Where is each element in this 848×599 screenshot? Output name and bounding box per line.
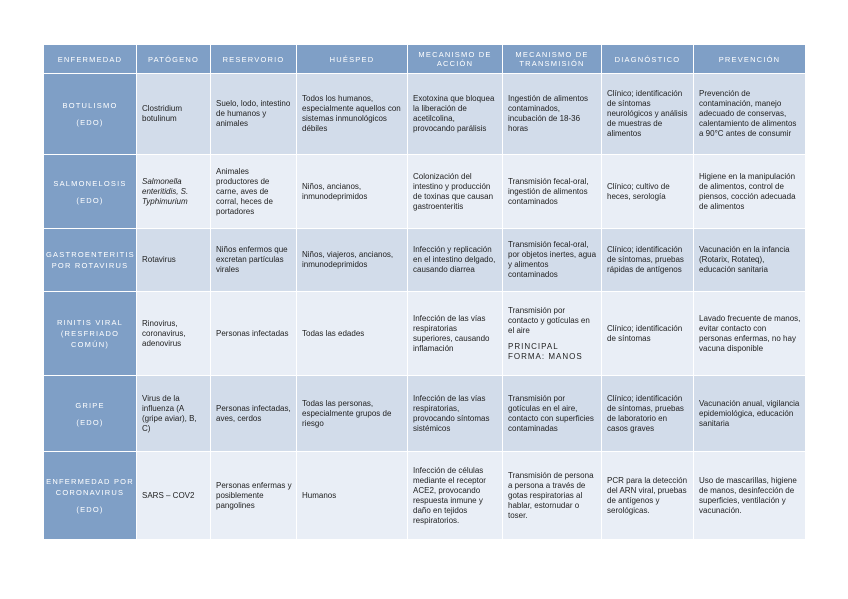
prevention-cell: Lavado frecuente de manos, evitar contacto con personas enfermas, no hay vacuna disponible bbox=[694, 292, 806, 376]
disease-name-cell bbox=[44, 452, 137, 540]
table-row-rotavirus bbox=[44, 229, 806, 292]
reservoir-cell: Animales productores de carne, aves de corral, heces de portadores bbox=[211, 155, 297, 229]
disease-name-cell bbox=[44, 229, 137, 292]
transmission-cell: Ingestión de alimentos contaminados, incubación de 18-36 horas bbox=[503, 74, 602, 155]
table-row-salmonelosis bbox=[44, 155, 806, 229]
disease-name-cell bbox=[44, 292, 137, 376]
host-cell: Niños, viajeros, ancianos, inmunodeprimidos bbox=[297, 229, 408, 292]
pathogen-cell: Rinovirus, coronavirus, adenovirus bbox=[137, 292, 211, 376]
prevention-cell: Prevención de contaminación, manejo adecuado de conservas, calentamiento de alimentos a 90°C antes de consumir bbox=[694, 74, 806, 155]
diagnosis-cell: Clínico; identificación de síntomas neurológicos y análisis de muestras de alimentos bbox=[602, 74, 694, 155]
disease-name: GRIPE bbox=[75, 400, 105, 410]
diagnosis-cell: Clínico; cultivo de heces, serología bbox=[602, 155, 694, 229]
diagnosis-cell: PCR para la detección del ARN viral, pruebas de antígenos y serológicas. bbox=[602, 452, 694, 540]
header-diagnostico: DIAGNÓSTICO bbox=[602, 45, 694, 74]
reservoir-cell: Niños enfermos que excretan partículas virales bbox=[211, 229, 297, 292]
transmission-cell: Transmisión por gotículas en el aire, contacto con superficies contaminadas bbox=[503, 376, 602, 452]
disease-name-cell bbox=[44, 74, 137, 155]
host-cell: Todas las personas, especialmente grupos de riesgo bbox=[297, 376, 408, 452]
disease-name: SALMONELOSIS bbox=[53, 178, 127, 188]
disease-edo: (EDO) bbox=[76, 195, 104, 205]
transmission-note: PRINCIPAL FORMA: MANOS bbox=[508, 341, 583, 361]
header-row bbox=[44, 45, 806, 74]
action-mechanism-cell: Infección y replicación en el intestino delgado, causando diarrea bbox=[408, 229, 503, 292]
header-reservorio: RESERVORIO bbox=[211, 45, 297, 74]
disease-edo: (EDO) bbox=[76, 118, 104, 127]
disease-table bbox=[43, 44, 806, 540]
diagnosis-cell: Clínico; identificación de síntomas, pruebas de laboratorio en casos graves bbox=[602, 376, 694, 452]
transmission-cell: Transmisión fecal-oral, por objetos inertes, agua y alimentos contaminados bbox=[503, 229, 602, 292]
action-mechanism-cell: Infección de las vías respiratorias superiores, causando inflamación bbox=[408, 292, 503, 376]
action-mechanism-cell: Colonización del intestino y producción de toxinas que causan gastroenteritis bbox=[408, 155, 503, 229]
pathogen-cell: SARS – COV2 bbox=[137, 452, 211, 540]
reservoir-cell: Personas enfermas y posiblemente pangolines bbox=[211, 452, 297, 540]
table-row-coronavirus bbox=[44, 452, 806, 540]
reservoir-cell: Personas infectadas bbox=[211, 292, 297, 376]
action-mechanism-cell: Infección de las vías respiratorias, provocando síntomas sistémicos bbox=[408, 376, 503, 452]
transmission-text: Transmisión por contacto y gotículas en el aire bbox=[508, 305, 590, 335]
disease-edo: (EDO) bbox=[76, 417, 104, 427]
table-row-rinitis bbox=[44, 292, 806, 376]
pathogen-cell: Rotavirus bbox=[137, 229, 211, 292]
disease-name: ENFERMEDAD POR CORONAVIRUS bbox=[46, 477, 134, 497]
table-row-botulismo bbox=[44, 74, 806, 155]
action-mechanism-cell: Infección de células mediante el receptor ACE2, provocando respuesta inmune y daño en tejidos respiratorios. bbox=[408, 452, 503, 540]
disease-name: BOTULISMO bbox=[62, 101, 118, 110]
disease-name: GASTROENTERITIS POR ROTAVIRUS bbox=[46, 250, 135, 270]
header-patogeno: PATÓGENO bbox=[137, 45, 211, 74]
prevention-cell: Vacunación anual, vigilancia epidemiológica, educación sanitaria bbox=[694, 376, 806, 452]
table-row-gripe bbox=[44, 376, 806, 452]
host-cell: Todos los humanos, especialmente aquellos con sistemas inmunológicos débiles bbox=[297, 74, 408, 155]
prevention-cell: Vacunación en la infancia (Rotarix, Rotateq), educación sanitaria bbox=[694, 229, 806, 292]
disease-name-cell bbox=[44, 376, 137, 452]
pathogen-cell: Clostridium botulinum bbox=[137, 74, 211, 155]
reservoir-cell: Suelo, lodo, intestino de humanos y animales bbox=[211, 74, 297, 155]
pathogen-cell: Salmonella enteritidis, S. Typhimurium bbox=[137, 155, 211, 229]
transmission-cell: Transmisión de persona a persona a través de gotas respiratorias al hablar, estornudar o toser. bbox=[503, 452, 602, 540]
header-mecanismo-transmision: MECANISMO DE TRANSMISIÓN bbox=[503, 45, 602, 74]
action-mechanism-cell: Exotoxina que bloquea la liberación de acetilcolina, provocando parálisis bbox=[408, 74, 503, 155]
header-prevencion: PREVENCIÓN bbox=[694, 45, 806, 74]
header-mecanismo-accion: MECANISMO DE ACCIÓN bbox=[408, 45, 503, 74]
transmission-cell bbox=[503, 292, 602, 376]
disease-subtitle: (RESFRIADO COMÚN) bbox=[60, 329, 120, 349]
diagnosis-cell: Clínico; identificación de síntomas, pruebas rápidas de antígenos bbox=[602, 229, 694, 292]
host-cell: Niños, ancianos, inmunodeprimidos bbox=[297, 155, 408, 229]
prevention-cell: Uso de mascarillas, higiene de manos, desinfección de superficies, ventilación y vacunación. bbox=[694, 452, 806, 540]
header-huesped: HUÉSPED bbox=[297, 45, 408, 74]
disease-name-cell bbox=[44, 155, 137, 229]
transmission-cell: Transmisión fecal-oral, ingestión de alimentos contaminados bbox=[503, 155, 602, 229]
reservoir-cell: Personas infectadas, aves, cerdos bbox=[211, 376, 297, 452]
disease-name: RINITIS VIRAL bbox=[56, 318, 124, 327]
pathogen-cell: Virus de la influenza (A (gripe aviar), B, C) bbox=[137, 376, 211, 452]
prevention-cell: Higiene en la manipulación de alimentos, control de piensos, cocción adecuada de alimentos bbox=[694, 155, 806, 229]
disease-edo: (EDO) bbox=[76, 505, 104, 514]
host-cell: Todas las edades bbox=[297, 292, 408, 376]
diagnosis-cell: Clínico; identificación de síntomas bbox=[602, 292, 694, 376]
host-cell: Humanos bbox=[297, 452, 408, 540]
header-enfermedad: ENFERMEDAD bbox=[44, 45, 137, 74]
